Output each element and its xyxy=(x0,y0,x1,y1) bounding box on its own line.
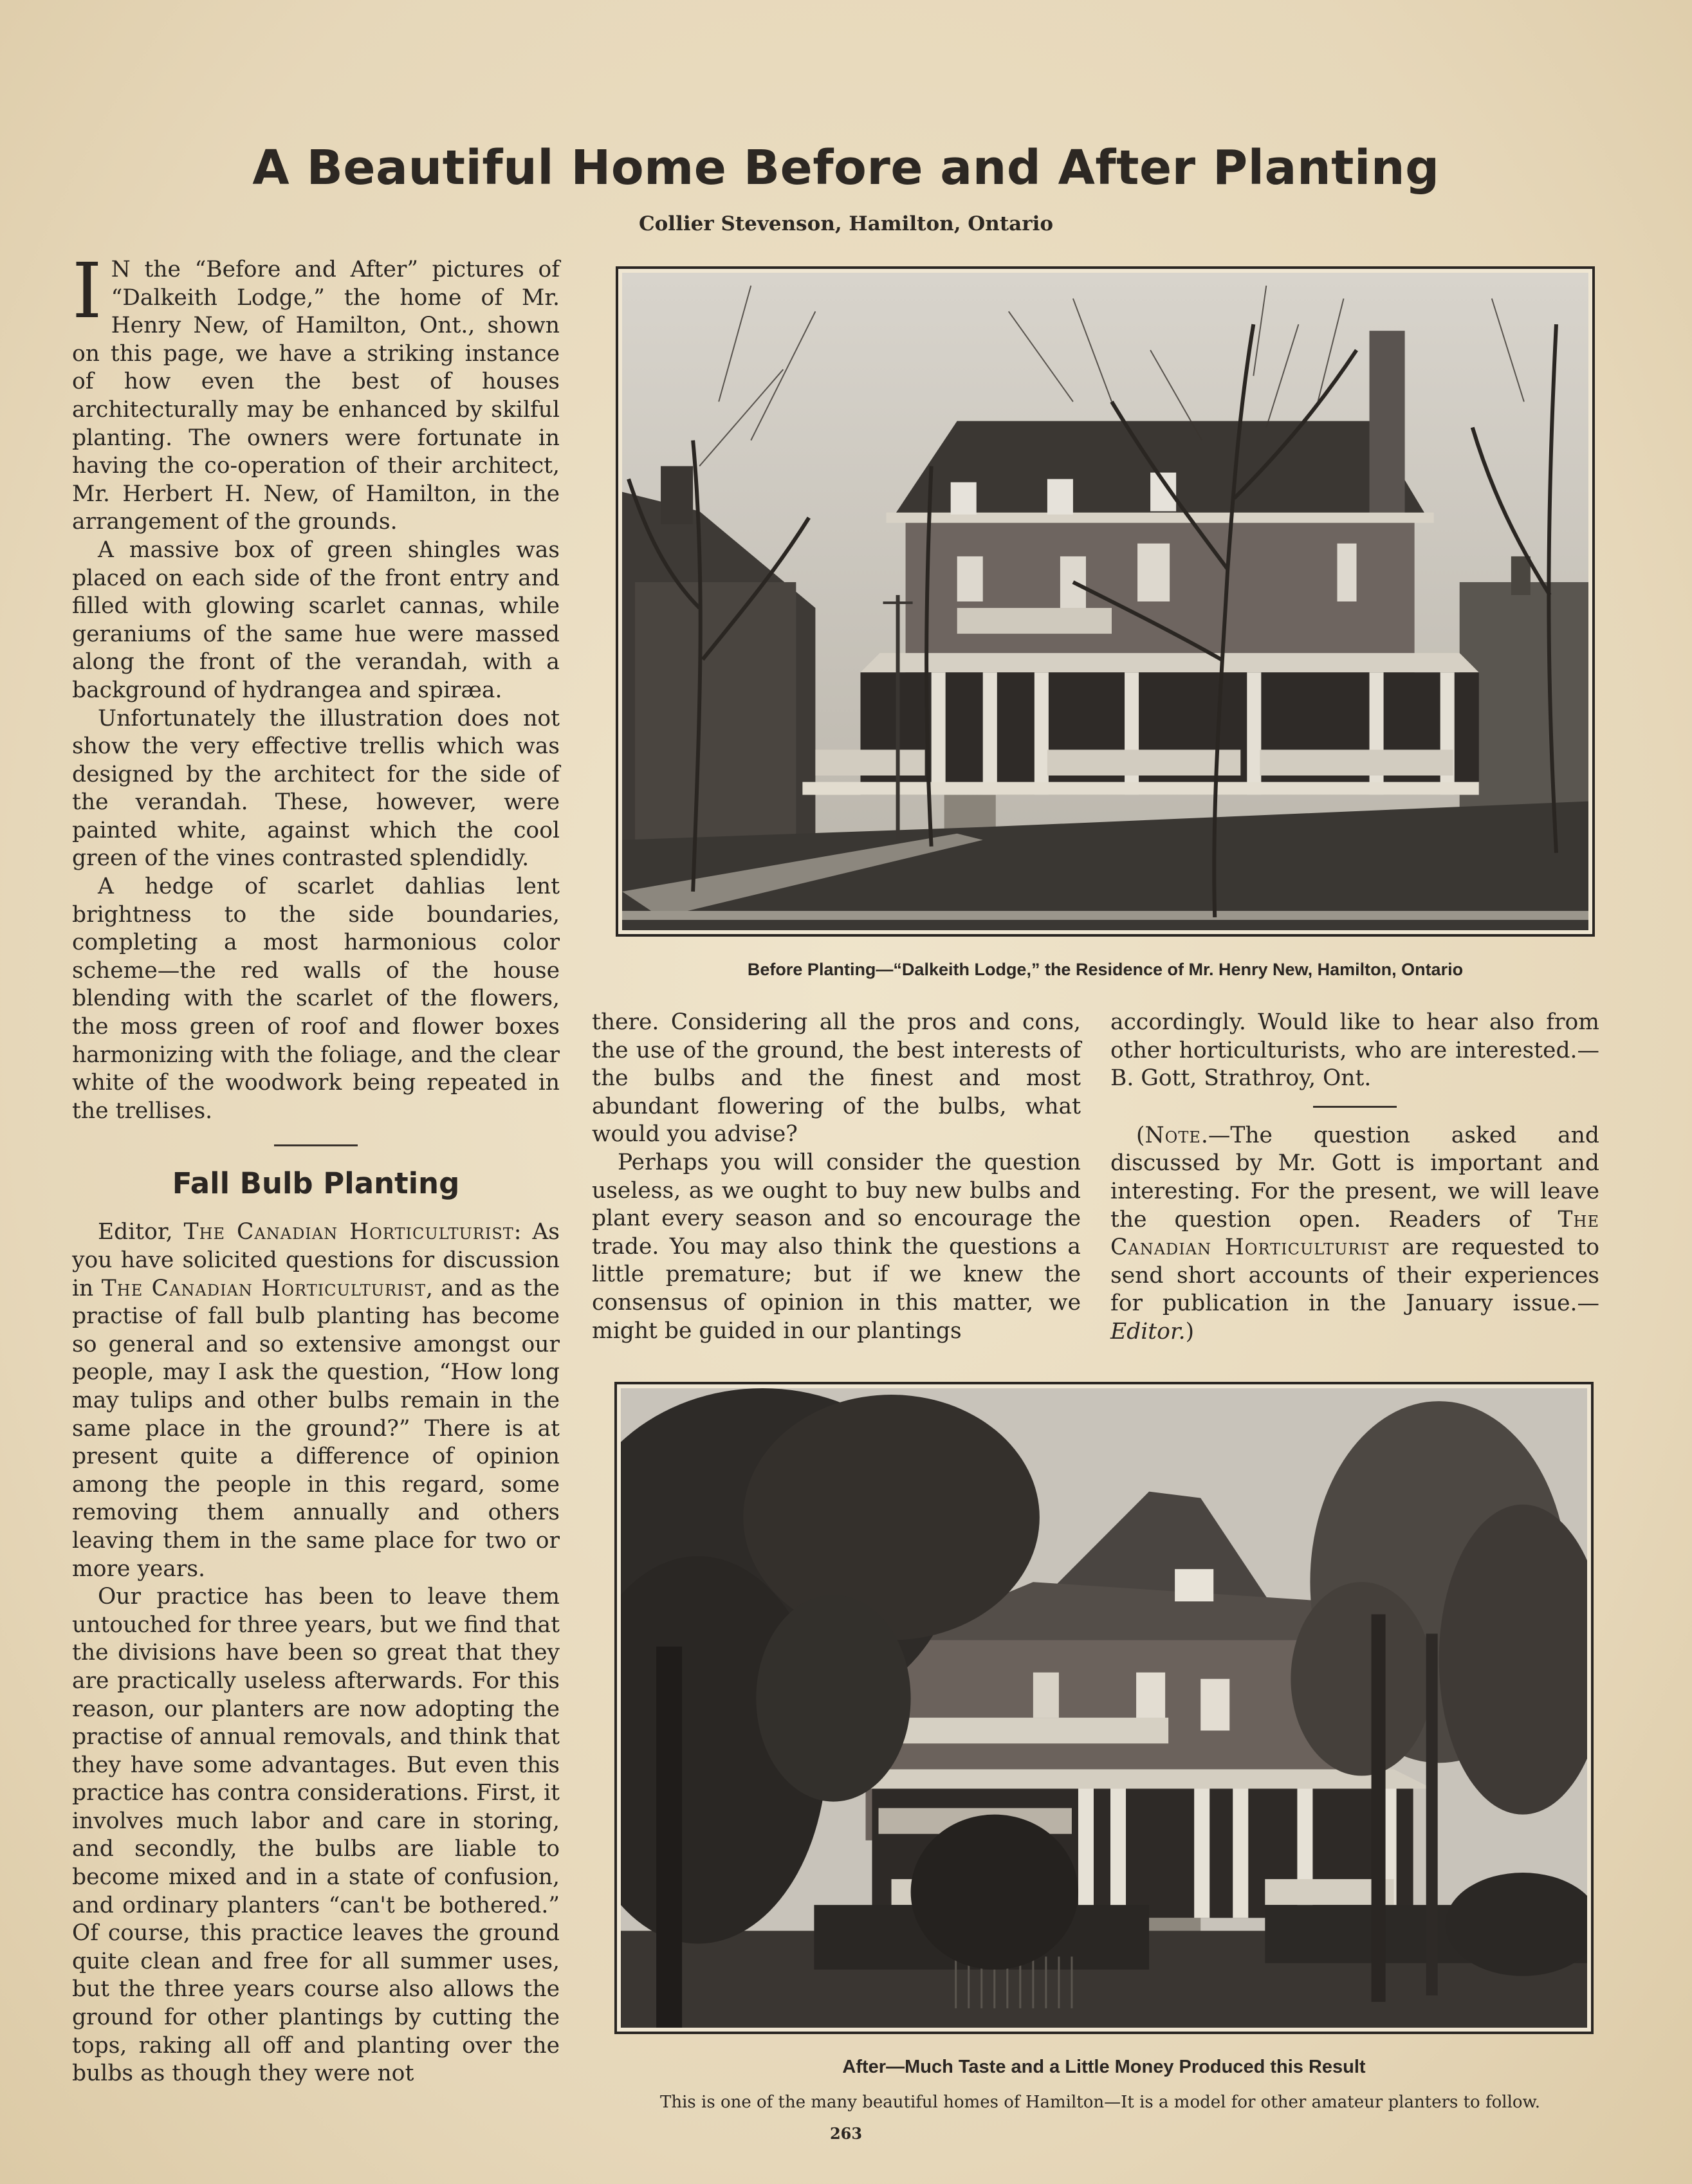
before-caption: Before Planting—“Dalkeith Lodge,” the Residence of Mr. Henry New, Hamilton, Ontario xyxy=(747,960,1464,979)
editor-signature: Editor. xyxy=(1110,1318,1186,1344)
letter-text: , and as the practise of fall bulb planting has become so general and so extensive amongst our people, may I ask the question, “How long may tulips and other bulbs remain in the same place in the ground?” There is at present quite a difference of opinion among the people in this regard, some removing them annually and others leaving them in the same place for two or more years. xyxy=(72,1275,560,1582)
intro-text: N the “Before and After” pictures of “Dalkeith Lodge,” the home of Mr. Henry New, of Hamilton, Ont., shown on this page, we have a striking instance of how even the best of houses architecturally may be enhanced by skilful planting. The owners were fortunate in having the co-operation of their architect, Mr. Herbert H. New, of Hamilton, in the arrangement of the grounds. xyxy=(72,257,560,535)
after-photo xyxy=(614,1382,1594,2034)
paragraph-hedge: A hedge of scarlet dahlias lent brightness to the side boundaries, completing a most harmonious color scheme—the red walls of the house blending with the scarlet of the flowers, the moss green of roof and flower boxes harmonizing with the foliage, and the clear white of the woodwork being repeated in the trellises. xyxy=(72,874,560,1124)
paragraph-trellis: Unfortunately the illustration does not show the very effective trellis which was designed by the architect for the side of the verandah. These, however, were painted white, against which the cool green of the vines contrasted splendidly. xyxy=(72,705,560,872)
left-column xyxy=(72,246,560,2088)
before-photo xyxy=(616,266,1595,937)
note-text: are requested to send short accounts of their experiences for publication in the January issue.— xyxy=(1110,1234,1600,1317)
letter-text: : As you have solicited questions for discussion in xyxy=(72,1219,560,1301)
letter-paragraph-4: Perhaps you will consider the question useless, as we ought to buy new bulbs and plant every season and so encourage the trade. You may also think the questions a little premature; but if we knew the consensus of opinion in this matter, we might be guided in our plantings xyxy=(592,1149,1081,1344)
note-label: Note xyxy=(1145,1122,1201,1148)
magazine-name: The Canadian Horticulturist xyxy=(183,1219,514,1245)
section-divider xyxy=(274,1144,358,1146)
intro-paragraph xyxy=(72,246,560,537)
photo-tagline: This is one of the many beautiful homes of Hamilton—It is a model for other amateur planters to follow. xyxy=(660,2093,1540,2112)
byline: Collier Stevenson, Hamilton, Ontario xyxy=(638,212,1054,235)
drop-cap: I xyxy=(72,246,102,335)
note-text: ( xyxy=(1136,1122,1145,1148)
note-text: ) xyxy=(1185,1318,1195,1344)
note-divider xyxy=(1313,1106,1397,1108)
note-text: .—The question asked and discussed by Mr. Gott is important and interesting. For the present, we will leave the question open. Readers of xyxy=(1110,1122,1599,1233)
magazine-name: The Canadian Horticulturist xyxy=(1110,1206,1599,1261)
after-caption: After—Much Taste and a Little Money Produced this Result xyxy=(842,2057,1366,2077)
letter-paragraph-1 xyxy=(72,1218,560,1583)
before-house-image xyxy=(622,273,1588,930)
article-title: A Beautiful Home Before and After Planting xyxy=(252,140,1440,196)
section-heading: Fall Bulb Planting xyxy=(172,1166,460,1201)
letter-paragraph-2: Our practice has been to leave them untouched for three years, but we find that the divisions have been so great that they are practically useless afterwards. For this reason, our planters are now adopting the practise of annual removals, and think that they have some advantages. But even this practice has contra considerations. First, it involves much labor and care in storing, and secondly, the bulbs are liable to become mixed and in a state of confusion, and ordinary planters “can't be bothered.” Of course, this practice leaves the ground quite clean and free for all summer uses, but the three years course also allows the ground for other plantings by cutting the tops, raking all off and planting over the bulbs as though they were not xyxy=(72,1584,560,2087)
salutation: Editor, xyxy=(98,1219,173,1245)
paragraph-shingles: A massive box of green shingles was placed on each side of the front entry and filled with glowing scarlet cannas, while geraniums of the same hue were massed along the front of the verandah, with a background of hydrangea and spiræa. xyxy=(72,537,560,703)
magazine-name: The Canadian Horticulturist xyxy=(101,1275,426,1301)
letter-closing: accordingly. Would like to hear also from other horticulturists, who are interested.—B. Gott, Strathroy, Ont. xyxy=(1110,1009,1599,1092)
editor-note xyxy=(1110,1122,1599,1346)
right-column xyxy=(1110,1009,1599,1346)
after-house-image xyxy=(621,1388,1587,2028)
letter-paragraph-3: there. Considering all the pros and cons, the use of the ground, the best interests of the bulbs and the finest and most abundant flowering of the bulbs, what would you advise? xyxy=(592,1009,1081,1148)
page-number: 263 xyxy=(829,2124,863,2143)
middle-column xyxy=(592,1009,1081,1345)
